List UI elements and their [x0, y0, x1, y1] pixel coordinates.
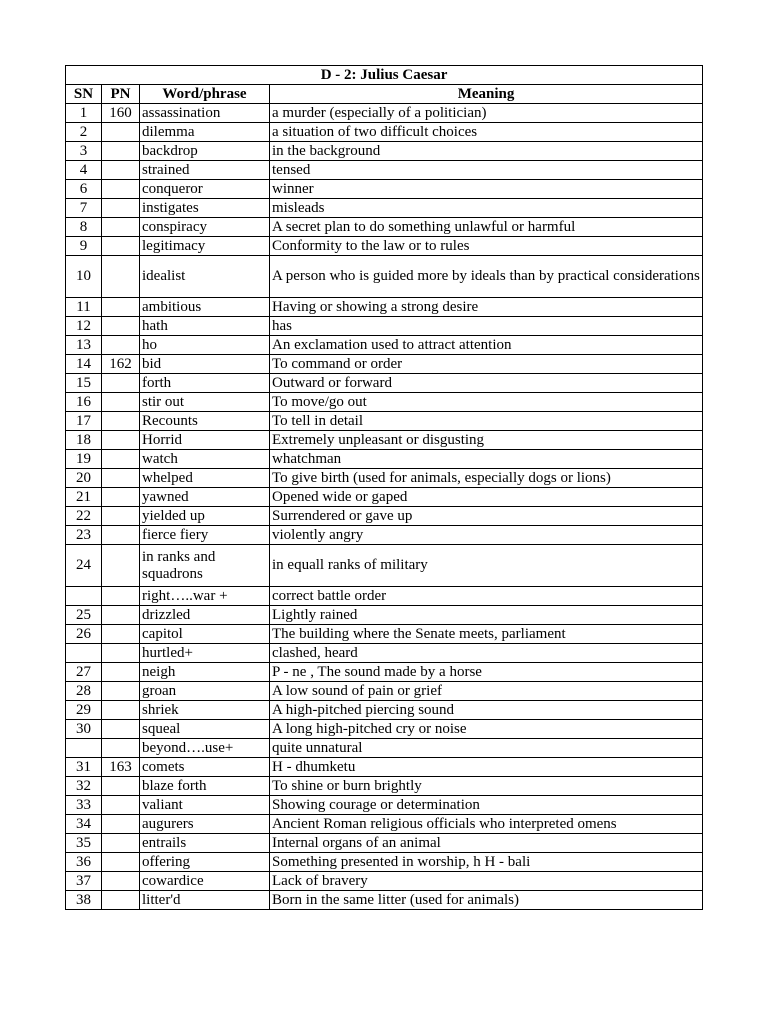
word-cell: backdrop — [140, 142, 270, 161]
sn-cell: 35 — [66, 834, 102, 853]
sn-cell: 34 — [66, 815, 102, 834]
word-cell: instigates — [140, 199, 270, 218]
word-cell: capitol — [140, 625, 270, 644]
header-sn: SN — [66, 85, 102, 104]
meaning-cell: Conformity to the law or to rules — [270, 237, 703, 256]
sn-cell — [66, 644, 102, 663]
meaning-cell: The building where the Senate meets, parliament — [270, 625, 703, 644]
word-cell: blaze forth — [140, 777, 270, 796]
table-row — [66, 161, 703, 180]
pn-cell — [102, 180, 140, 199]
table-row — [66, 891, 703, 910]
word-cell: offering — [140, 853, 270, 872]
meaning-cell: Born in the same litter (used for animals) — [270, 891, 703, 910]
sn-cell: 10 — [66, 256, 102, 298]
meaning-cell: Lack of bravery — [270, 872, 703, 891]
pn-cell — [102, 796, 140, 815]
pn-cell: 160 — [102, 104, 140, 123]
table-row — [66, 644, 703, 663]
sn-cell: 30 — [66, 720, 102, 739]
table-row — [66, 355, 703, 374]
meaning-cell: whatchman — [270, 450, 703, 469]
sn-cell: 33 — [66, 796, 102, 815]
table-row — [66, 682, 703, 701]
pn-cell: 163 — [102, 758, 140, 777]
vocabulary-table — [65, 65, 703, 910]
pn-cell — [102, 298, 140, 317]
pn-cell — [102, 469, 140, 488]
pn-cell — [102, 606, 140, 625]
pn-cell — [102, 587, 140, 606]
word-cell: ho — [140, 336, 270, 355]
header-word: Word/phrase — [140, 85, 270, 104]
word-cell: hurtled+ — [140, 644, 270, 663]
pn-cell — [102, 412, 140, 431]
table-row — [66, 336, 703, 355]
sn-cell: 1 — [66, 104, 102, 123]
table-row — [66, 374, 703, 393]
meaning-cell: in equall ranks of military — [270, 545, 703, 587]
meaning-cell: winner — [270, 180, 703, 199]
sn-cell: 28 — [66, 682, 102, 701]
meaning-cell: A person who is guided more by ideals than by practical considerations — [270, 256, 703, 298]
table-row — [66, 545, 703, 587]
meaning-cell: H - dhumketu — [270, 758, 703, 777]
table-row — [66, 298, 703, 317]
word-cell: whelped — [140, 469, 270, 488]
word-cell: in ranks and squadrons — [140, 545, 270, 587]
word-cell: valiant — [140, 796, 270, 815]
word-cell: comets — [140, 758, 270, 777]
sn-cell: 2 — [66, 123, 102, 142]
meaning-cell: misleads — [270, 199, 703, 218]
table-row — [66, 237, 703, 256]
pn-cell: 162 — [102, 355, 140, 374]
word-cell: neigh — [140, 663, 270, 682]
word-cell: hath — [140, 317, 270, 336]
table-row — [66, 142, 703, 161]
pn-cell — [102, 625, 140, 644]
sn-cell: 24 — [66, 545, 102, 587]
word-cell: augurers — [140, 815, 270, 834]
meaning-cell: Extremely unpleasant or disgusting — [270, 431, 703, 450]
table-row — [66, 507, 703, 526]
sn-cell: 22 — [66, 507, 102, 526]
sn-cell: 26 — [66, 625, 102, 644]
table-row — [66, 625, 703, 644]
sn-cell: 32 — [66, 777, 102, 796]
word-cell: entrails — [140, 834, 270, 853]
sn-cell: 31 — [66, 758, 102, 777]
table-title: D - 2: Julius Caesar — [66, 66, 703, 85]
pn-cell — [102, 142, 140, 161]
pn-cell — [102, 545, 140, 587]
pn-cell — [102, 450, 140, 469]
word-cell: shriek — [140, 701, 270, 720]
sn-cell: 21 — [66, 488, 102, 507]
sn-cell: 37 — [66, 872, 102, 891]
table-row — [66, 488, 703, 507]
pn-cell — [102, 507, 140, 526]
word-cell: cowardice — [140, 872, 270, 891]
word-cell: conspiracy — [140, 218, 270, 237]
word-cell: beyond….use+ — [140, 739, 270, 758]
table-row — [66, 180, 703, 199]
pn-cell — [102, 720, 140, 739]
sn-cell: 17 — [66, 412, 102, 431]
meaning-cell: To give birth (used for animals, especially dogs or lions) — [270, 469, 703, 488]
meaning-cell: in the background — [270, 142, 703, 161]
sn-cell: 13 — [66, 336, 102, 355]
pn-cell — [102, 644, 140, 663]
table-row — [66, 663, 703, 682]
word-cell: dilemma — [140, 123, 270, 142]
meaning-cell: violently angry — [270, 526, 703, 545]
sn-cell: 25 — [66, 606, 102, 625]
sn-cell: 12 — [66, 317, 102, 336]
pn-cell — [102, 872, 140, 891]
meaning-cell: A long high-pitched cry or noise — [270, 720, 703, 739]
word-cell: Horrid — [140, 431, 270, 450]
pn-cell — [102, 218, 140, 237]
sn-cell — [66, 739, 102, 758]
pn-cell — [102, 199, 140, 218]
table-row — [66, 218, 703, 237]
word-cell: strained — [140, 161, 270, 180]
meaning-cell: Surrendered or gave up — [270, 507, 703, 526]
sn-cell: 29 — [66, 701, 102, 720]
sn-cell — [66, 587, 102, 606]
meaning-cell: Something presented in worship, h H - bali — [270, 853, 703, 872]
table-row — [66, 606, 703, 625]
meaning-cell: clashed, heard — [270, 644, 703, 663]
word-cell: yawned — [140, 488, 270, 507]
meaning-cell: tensed — [270, 161, 703, 180]
word-cell: ambitious — [140, 298, 270, 317]
pn-cell — [102, 488, 140, 507]
table-row — [66, 526, 703, 545]
table-row — [66, 720, 703, 739]
meaning-cell: Showing courage or determination — [270, 796, 703, 815]
meaning-cell: Opened wide or gaped — [270, 488, 703, 507]
sn-cell: 8 — [66, 218, 102, 237]
meaning-cell: A secret plan to do something unlawful or harmful — [270, 218, 703, 237]
pn-cell — [102, 317, 140, 336]
pn-cell — [102, 393, 140, 412]
word-cell: fierce fiery — [140, 526, 270, 545]
word-cell: idealist — [140, 256, 270, 298]
meaning-cell: a murder (especially of a politician) — [270, 104, 703, 123]
header-meaning: Meaning — [270, 85, 703, 104]
table-row — [66, 815, 703, 834]
sn-cell: 38 — [66, 891, 102, 910]
table-row — [66, 431, 703, 450]
table-row — [66, 199, 703, 218]
meaning-cell: quite unnatural — [270, 739, 703, 758]
pn-cell — [102, 161, 140, 180]
meaning-cell: A high-pitched piercing sound — [270, 701, 703, 720]
pn-cell — [102, 853, 140, 872]
pn-cell — [102, 256, 140, 298]
meaning-cell: To move/go out — [270, 393, 703, 412]
title-row — [66, 66, 703, 85]
pn-cell — [102, 431, 140, 450]
word-cell: forth — [140, 374, 270, 393]
word-cell: right…..war + — [140, 587, 270, 606]
sn-cell: 9 — [66, 237, 102, 256]
pn-cell — [102, 237, 140, 256]
table-row — [66, 587, 703, 606]
pn-cell — [102, 739, 140, 758]
table-row — [66, 777, 703, 796]
sn-cell: 19 — [66, 450, 102, 469]
word-cell: conqueror — [140, 180, 270, 199]
table-row — [66, 450, 703, 469]
pn-cell — [102, 834, 140, 853]
word-cell: litter'd — [140, 891, 270, 910]
word-cell: groan — [140, 682, 270, 701]
table-row — [66, 834, 703, 853]
table-row — [66, 469, 703, 488]
meaning-cell: Internal organs of an animal — [270, 834, 703, 853]
sn-cell: 7 — [66, 199, 102, 218]
word-cell: yielded up — [140, 507, 270, 526]
word-cell: drizzled — [140, 606, 270, 625]
table-row — [66, 412, 703, 431]
pn-cell — [102, 374, 140, 393]
meaning-cell: To command or order — [270, 355, 703, 374]
sn-cell: 18 — [66, 431, 102, 450]
word-cell: squeal — [140, 720, 270, 739]
pn-cell — [102, 777, 140, 796]
table-row — [66, 701, 703, 720]
table-row — [66, 758, 703, 777]
word-cell: watch — [140, 450, 270, 469]
meaning-cell: a situation of two difficult choices — [270, 123, 703, 142]
sn-cell: 16 — [66, 393, 102, 412]
meaning-cell: To tell in detail — [270, 412, 703, 431]
meaning-cell: Having or showing a strong desire — [270, 298, 703, 317]
sn-cell: 20 — [66, 469, 102, 488]
word-cell: assassination — [140, 104, 270, 123]
table-row — [66, 853, 703, 872]
table-row — [66, 104, 703, 123]
table-row — [66, 256, 703, 298]
sn-cell: 6 — [66, 180, 102, 199]
meaning-cell: An exclamation used to attract attention — [270, 336, 703, 355]
sn-cell: 23 — [66, 526, 102, 545]
sn-cell: 15 — [66, 374, 102, 393]
meaning-cell: A low sound of pain or grief — [270, 682, 703, 701]
table-row — [66, 393, 703, 412]
meaning-cell: Outward or forward — [270, 374, 703, 393]
sn-cell: 27 — [66, 663, 102, 682]
header-row — [66, 85, 703, 104]
meaning-cell: Lightly rained — [270, 606, 703, 625]
meaning-cell: Ancient Roman religious officials who interpreted omens — [270, 815, 703, 834]
sn-cell: 36 — [66, 853, 102, 872]
pn-cell — [102, 123, 140, 142]
sn-cell: 11 — [66, 298, 102, 317]
pn-cell — [102, 682, 140, 701]
sn-cell: 14 — [66, 355, 102, 374]
table-row — [66, 317, 703, 336]
pn-cell — [102, 336, 140, 355]
table-row — [66, 739, 703, 758]
meaning-cell: correct battle order — [270, 587, 703, 606]
header-pn: PN — [102, 85, 140, 104]
table-row — [66, 123, 703, 142]
table-row — [66, 872, 703, 891]
sn-cell: 4 — [66, 161, 102, 180]
table-body — [66, 104, 703, 910]
pn-cell — [102, 663, 140, 682]
meaning-cell: has — [270, 317, 703, 336]
meaning-cell: To shine or burn brightly — [270, 777, 703, 796]
pn-cell — [102, 815, 140, 834]
meaning-cell: P - ne , The sound made by a horse — [270, 663, 703, 682]
table-row — [66, 796, 703, 815]
word-cell: legitimacy — [140, 237, 270, 256]
sn-cell: 3 — [66, 142, 102, 161]
word-cell: stir out — [140, 393, 270, 412]
pn-cell — [102, 891, 140, 910]
pn-cell — [102, 701, 140, 720]
word-cell: Recounts — [140, 412, 270, 431]
word-cell: bid — [140, 355, 270, 374]
pn-cell — [102, 526, 140, 545]
